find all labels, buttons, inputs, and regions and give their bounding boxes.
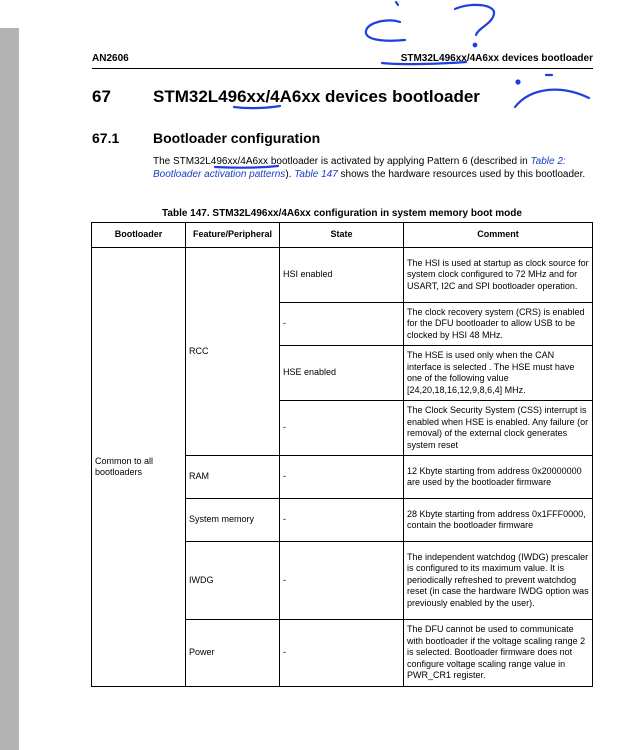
header-doc-id: AN2606 (92, 53, 129, 64)
section-title: Bootloader configuration (153, 130, 321, 146)
comment-cell: The HSE is used only when the CAN interface is selected . The HSE must have one of the following value [24,20,18,16,12,9,8,6,4] MHz. (404, 346, 593, 401)
comment-cell: The independent watchdog (IWDG) prescaler is configured to its maximum value. It is periodically refreshed to prevent watchdog reset (in case the hardware IWDG option was previously enabled by the user). (404, 542, 593, 620)
chapter-number: 67 (92, 87, 111, 106)
comment-cell: The Clock Security System (CSS) interrupt is enabled when HSE is enabled. Any failure (or removal) of the external clock generates system reset (404, 401, 593, 456)
table-147-link[interactable]: Table 147 (294, 169, 338, 180)
intro-text-1: The STM32L496xx/4A6xx bootloader is activated by applying Pattern 6 (described in (153, 156, 531, 167)
header-section-title: STM32L496xx/4A6xx devices bootloader (400, 53, 593, 64)
comment-cell: 12 Kbyte starting from address 0x20000000 are used by the bootloader firmware (404, 456, 593, 499)
state-cell: - (280, 303, 404, 346)
state-cell: - (280, 542, 404, 620)
state-cell: - (280, 499, 404, 542)
question-mark (455, 5, 494, 35)
sad-face-mouth (515, 90, 589, 107)
paragraph-underline-mark (215, 166, 278, 168)
feature-cell-rcc: RCC (186, 248, 280, 456)
feature-cell: RAM (186, 456, 280, 499)
intro-text-2: ). (285, 169, 295, 180)
chapter-title: STM32L496xx/4A6xx devices bootloader (153, 87, 480, 106)
state-cell: HSE enabled (280, 346, 404, 401)
state-cell: - (280, 456, 404, 499)
header-state: State (280, 223, 404, 248)
scribble-dot-top (396, 2, 398, 5)
header-underline-mark (382, 62, 466, 64)
activation-patterns-link[interactable]: Table 2: Bootloader activation patterns (153, 156, 566, 180)
header-feature: Feature/Peripheral (186, 223, 280, 248)
header-bootloader: Bootloader (92, 223, 186, 248)
comment-cell: The clock recovery system (CRS) is enabled for the DFU bootloader to allow USB to be clocked by HSI 48 MHz. (404, 303, 593, 346)
table-caption: Table 147. STM32L496xx/4A6xx configuration in system memory boot mode (162, 208, 522, 219)
title-underline-mark (234, 106, 280, 108)
header-comment: Comment (404, 223, 593, 248)
sad-face-eye-left (517, 81, 520, 84)
question-mark-dot (474, 44, 477, 47)
comment-cell: The HSI is used at startup as clock source for system clock configured to 72 MHz and for USART, I2C and SPI bootloader operation. (404, 248, 593, 303)
comment-cell: The DFU cannot be used to communicate with bootloader if the voltage scaling range 2 is selected. Bootloader firmware does not configure voltage scaling range value in PWR_CR1 register. (404, 620, 593, 687)
feature-cell: IWDG (186, 542, 280, 620)
feature-cell: System memory (186, 499, 280, 542)
state-cell: HSI enabled (280, 248, 404, 303)
scribble-c-mark (366, 20, 405, 40)
comment-cell: 28 Kbyte starting from address 0x1FFF0000, contain the bootloader firmware (404, 499, 593, 542)
feature-cell: Power (186, 620, 280, 687)
state-cell: - (280, 401, 404, 456)
section-number: 67.1 (92, 130, 120, 146)
bootloader-cell: Common to all bootloaders (92, 248, 186, 687)
intro-text-3: shows the hardware resources used by this bootloader. (337, 169, 586, 180)
state-cell: - (280, 620, 404, 687)
